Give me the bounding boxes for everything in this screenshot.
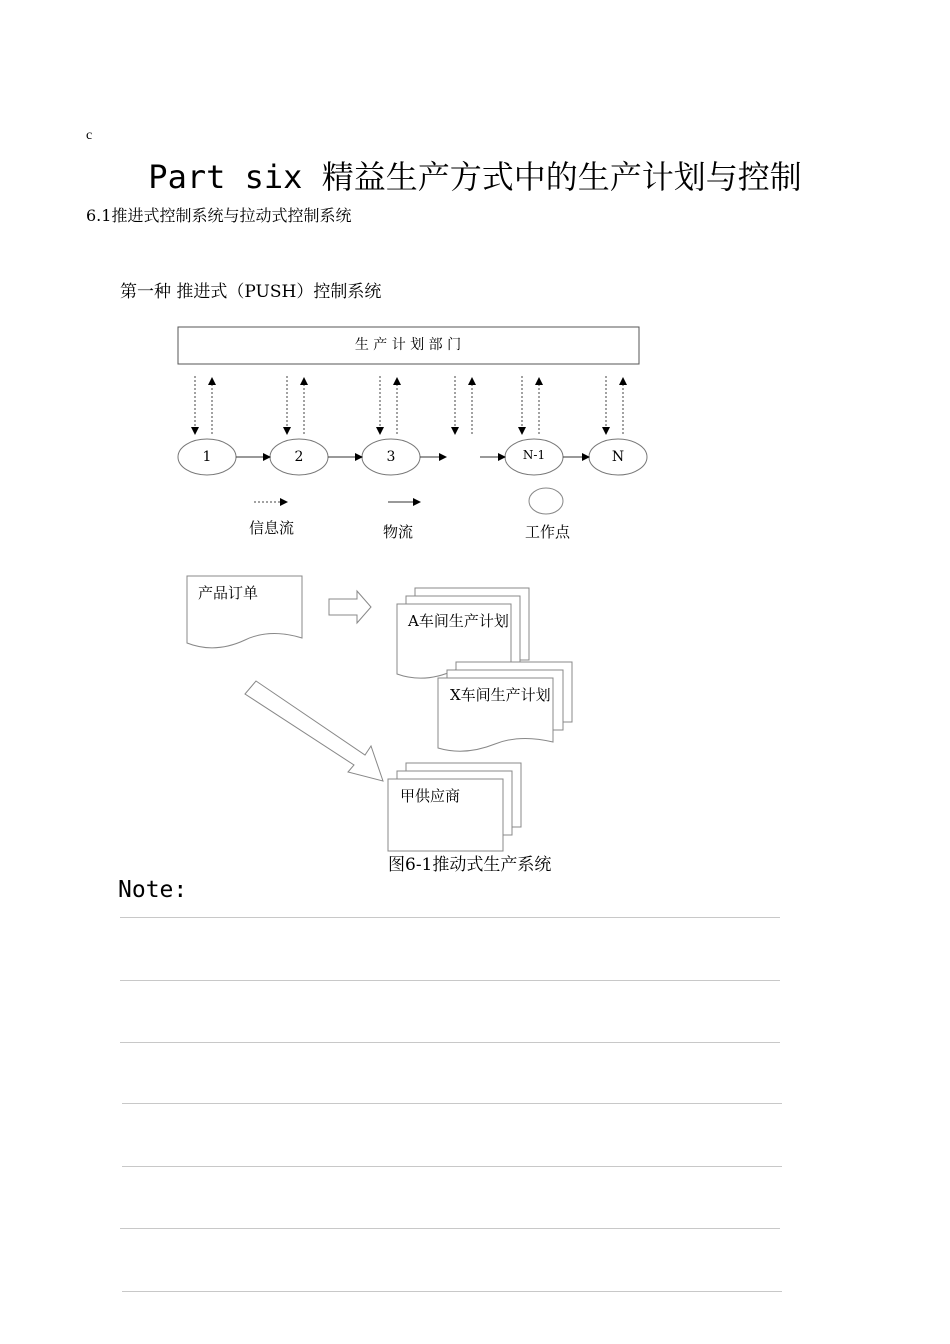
note-line [122, 1166, 782, 1167]
node-n-1-label: N-1 [522, 448, 546, 462]
note-line [120, 1228, 780, 1229]
legend-material-label: 物流 [383, 523, 414, 541]
note-line [122, 1103, 782, 1104]
planning-dept-label: 生 产 计 划 部 门 [354, 337, 462, 353]
note-line [122, 1291, 782, 1292]
plan-a-label: A车间生产计划 [408, 612, 509, 630]
node-n-label: N [611, 449, 625, 465]
legend-info-label: 信息流 [249, 519, 295, 537]
section-heading: 6.1推进式控制系统与拉动式控制系统 [86, 206, 352, 225]
node-3-label: 3 [386, 449, 396, 465]
info-arrows [195, 376, 623, 434]
order-doc-label: 产品订单 [198, 584, 259, 602]
figure-caption: 图6-1推动式生产系统 [388, 855, 552, 875]
hollow-right-arrow [329, 591, 371, 623]
subheading: 第一种 推进式（PUSH）控制系统 [120, 282, 382, 302]
note-line [120, 1042, 780, 1043]
supplier-stack [388, 763, 521, 851]
legend-work-label: 工作点 [525, 523, 571, 541]
page-title: Part six 精益生产方式中的生产计划与控制 [148, 158, 802, 196]
note-line [120, 917, 780, 918]
corner-mark: c [86, 128, 93, 143]
plan-x-stack [438, 662, 572, 751]
plan-x-label: X车间生产计划 [450, 686, 551, 704]
legend [249, 488, 571, 541]
hollow-diagonal-arrow [245, 681, 383, 781]
note-line [120, 980, 780, 981]
legend-work-point [529, 488, 563, 514]
node-1-label: 1 [202, 449, 212, 465]
node-2-label: 2 [294, 449, 304, 465]
supplier-label: 甲供应商 [400, 787, 461, 805]
note-label: Note: [118, 877, 188, 903]
